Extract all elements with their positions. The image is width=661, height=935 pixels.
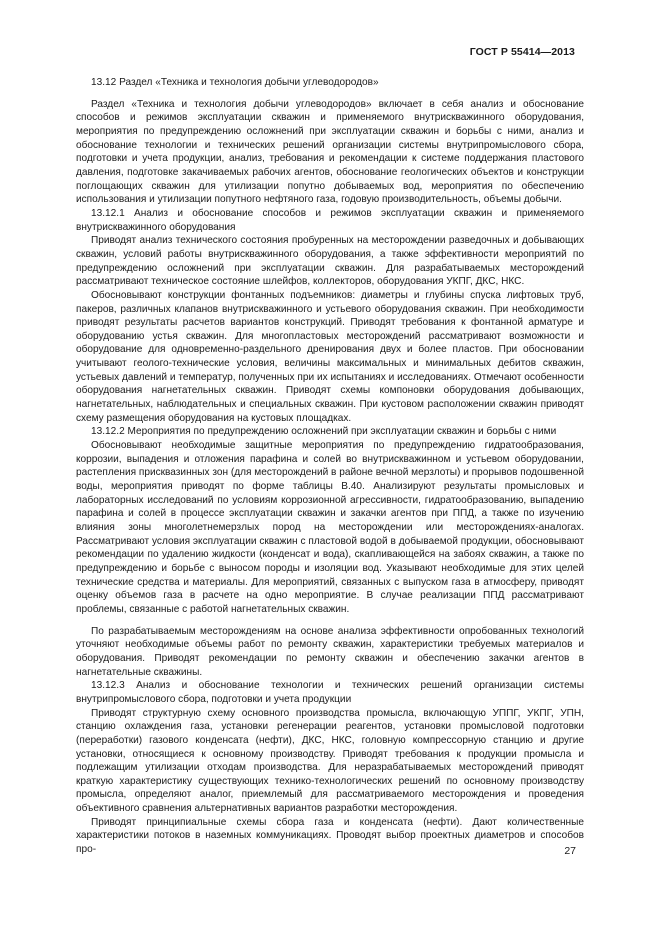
paragraph: По разрабатываемым месторождениям на основе анализа эффективности опробованных технологий уточняют необходимые объемы работ по ремонту скважин, характеристики требуемых материалов и оборудования. Приводят рекомендации по ремонту скважин и обеспечению закачки агентов в нагнетательные скважины. [76, 625, 584, 678]
document-code: ГОСТ Р 55414—2013 [469, 46, 575, 58]
subsection-heading: 13.12.1 Анализ и обоснование способов и режимов эксплуатации скважин и применяемого внутрискважинного оборудования [76, 207, 584, 233]
section-title: 13.12 Раздел «Техника и технология добычи углеводородов» [91, 77, 379, 88]
paragraph: Раздел «Техника и технология добычи углеводородов» включает в себя анализ и обоснование способов и режимов эксплуатации скважин и применяемого внутрискважинного оборудования, мероприятия по предупреждению осложнений при эксплуатации скважин и борьбы с ними, анализ и обоснование технологии и технических решений организации системы внутрипромыслового сбора, подготовки и учета продукции, анализ, требования и рекомендации к системе поддержания пластового давления, подготовке закачиваемых рабочих агентов, обоснование геологических объектов и конструкции поглощающих скважин для утилизации попутно добываемых вод, мероприятия по обеспечению использования и утилизации попутного нефтяного газа, годовую производительность, объемы добычи. [76, 98, 584, 206]
paragraph: Приводят принципиальные схемы сбора газа и конденсата (нефти). Дают количественные характеристики потоков в наземных коммуникациях. Проводят выбор проектных диаметров и способов про- [76, 816, 584, 856]
paragraph: Обосновывают конструкции фонтанных подъемников: диаметры и глубины спуска лифтовых труб, пакеров, различных клапанов внутрискважинного и устьевого оборудования скважин. При необходимости приводят результаты расчетов вариантов конструкций. Приводят требования к фонтанной арматуре и оборудованию устья скважин. Для многопластовых месторождений рассматривают возможности и оборудование для одновременно-раздельного дренирования двух и более пластов. При обосновании учитывают геолого-технические условия, величины максимальных и минимальных дебитов скважин, устьевых давлений и температур, полученных при их испытаниях и исследованиях. Отмечают особенности оборудования нагнетательных скважин. Приводят схемы компоновки оборудования добывающих, нагнетательных, наблюдательных и специальных скважин. При кустовом расположении скважин приводят схему размещения оборудования на кустовых площадках. [76, 289, 584, 424]
paragraph: Обосновывают необходимые защитные мероприятия по предупреждению гидратообразования, коррозии, выпадения и отложения парафина и солей во внутрискважинном и устьевом оборудовании, растепления присквазинных зон (для месторождений в районе вечной мерзлоты) и прорывов подошвенной воды, мероприятия приводят по форме таблицы В.40. Анализируют результаты промысловых и лабораторных исследований по условиям коррозионной агрессивности, гидратообразованию, выпадению парафина и солей в процессе эксплуатации скважин и закачки агентов при ППД, а также по изучению влияния зоны многолетнемерзлых пород на месторождении или месторождениях-аналогах. Рассматривают условия эксплуатации скважин с пластовой водой в добываемой продукции, обосновывают рекомендации по удалению жидкости (конденсат и вода), скапливающейся на забоях скважин, а также по предупреждению и борьбе с выносом породы и изоляции вод. Указывают необходимые для этих целей технические средства и материалы. Для мероприятий, связанных с выпуском газа в атмосферу, приводят оценку объемов газа в расчете на одно мероприятие. В случае реализации ППД рассматривают проблемы, связанные с работой нагнетательных скважин. [76, 440, 584, 615]
subsection-heading: 13.12.3 Анализ и обоснование технологии и технических решений организации системы внутрипромыслового сбора, подготовки и учета продукции [76, 680, 584, 705]
paragraph: Приводят структурную схему основного производства промысла, включающую УППГ, УКПГ, УПН, станцию охлаждения газа, установки регенерации реагентов, установки промысловой подготовки (переработки) газового конденсата (нефти), ДКС, НКС, головную компрессорную станцию и другие установки, относящиеся к основному производству. Приводят требования к продукции промысла и подлежащим утилизации отходам производства. Для неразрабатываемых месторождений приводят краткую характеристику существующих технико-технологических решений по основному производству промысла, определяют аналог, приемлемый для рассматриваемого месторождения и проведения объективного сравнения альтернативных вариантов разработки месторождения. [76, 707, 584, 815]
paragraph: Приводят анализ технического состояния пробуренных на месторождении разведочных и добывающих скважин, условий работы внутрискважинного оборудования, а также эффективности мероприятий по предупреждению осложнений при эксплуатации скважин. Для разрабатываемых месторождений рассматривают техническое состояние шлейфов, коллекторов, оборудования УКПГ, ДКС, НКС. [76, 235, 584, 288]
page-number: 27 [564, 845, 576, 857]
document-body [76, 76, 584, 857]
subsection-heading: 13.12.2 Мероприятия по предупреждению осложнений при эксплуатации скважин и борьбы с ними [91, 426, 557, 438]
